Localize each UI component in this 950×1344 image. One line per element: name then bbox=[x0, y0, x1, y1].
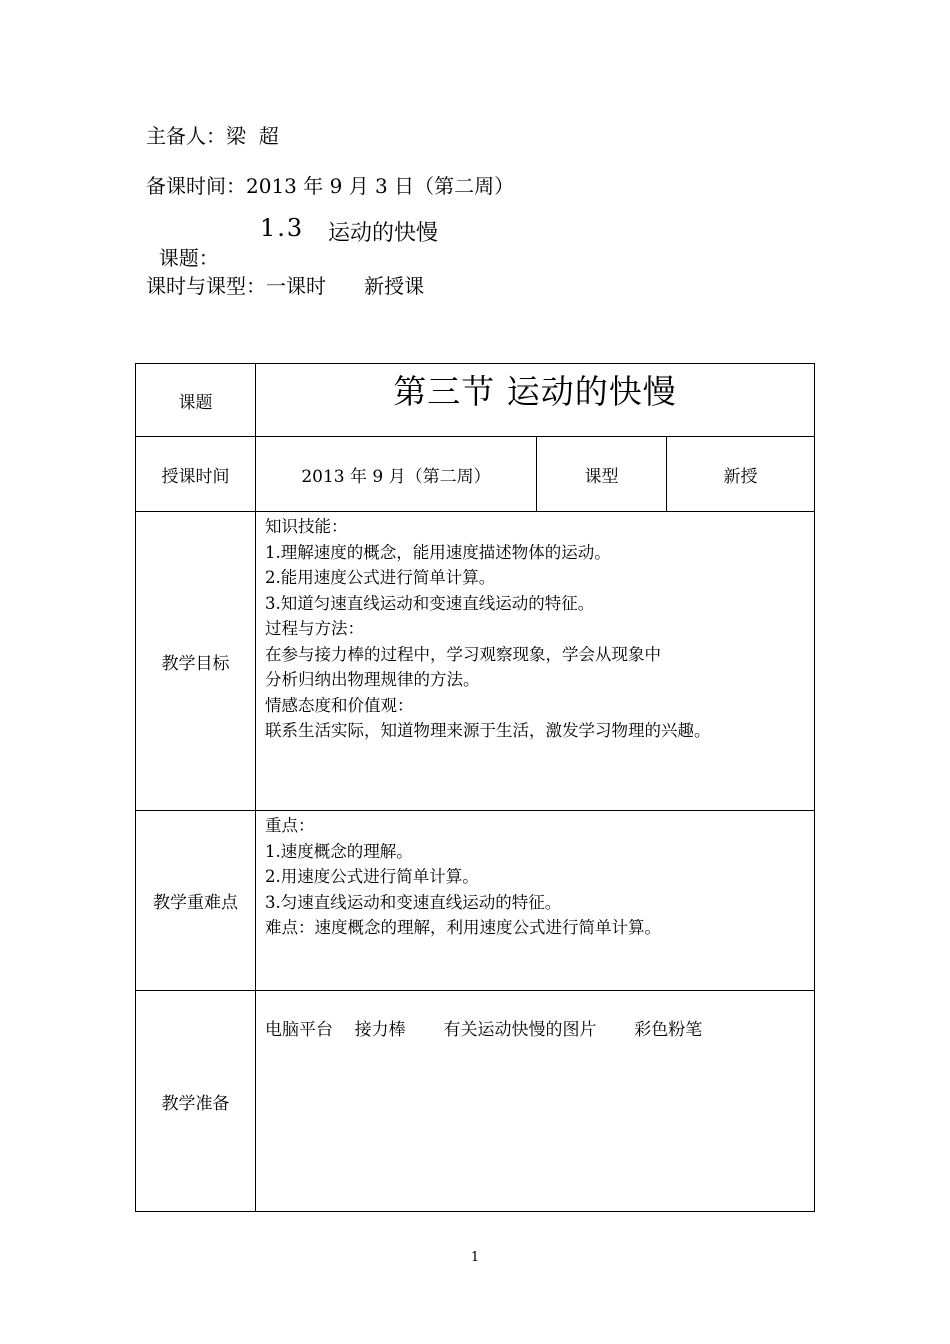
key-points-text bbox=[265, 813, 661, 941]
goals-line: 2.能用速度公式进行简单计算。 bbox=[265, 568, 496, 587]
goals-line: 分析归纳出物理规律的方法。 bbox=[265, 670, 480, 689]
goals-line: 情感态度和价值观： bbox=[265, 695, 414, 715]
goals-line: 联系生活实际，知道物理来源于生活，激发学习物理的兴趣。 bbox=[265, 721, 711, 740]
goals-line: 1.理解速度的概念，能用速度描述物体的运动。 bbox=[265, 542, 611, 562]
key-points-line: 难点：速度概念的理解，利用速度公式进行简单计算。 bbox=[265, 918, 661, 937]
preparation-value-cell bbox=[256, 991, 814, 1211]
preparation-text: 电脑平台 接力棒 有关运动快慢的图片 彩色粉笔 bbox=[265, 1020, 703, 1040]
goals-value-cell bbox=[256, 512, 814, 810]
topic-number: 1.3 bbox=[260, 214, 305, 242]
goals-line: 知识技能： bbox=[265, 517, 348, 536]
table-row-goals bbox=[136, 512, 814, 811]
time-value-cell: 2013 年 9 月（第二周） bbox=[256, 437, 537, 511]
goals-line: 在参与接力棒的过程中，学习观察现象，学会从现象中 bbox=[265, 644, 661, 664]
type-label-cell: 课型 bbox=[537, 437, 667, 511]
key-points-value-cell bbox=[256, 811, 814, 990]
table-row-key-points bbox=[136, 811, 814, 991]
table-row-title bbox=[136, 364, 814, 437]
key-points-label-cell: 教学重难点 bbox=[136, 811, 256, 990]
lesson-plan-table bbox=[135, 363, 815, 1212]
prep-date-line: 备课时间：2013 年 9 月 3 日（第二周） bbox=[146, 174, 515, 198]
topic-label: 课题： bbox=[158, 246, 219, 270]
author-line: 主备人：梁 超 bbox=[146, 124, 279, 148]
period-type-line: 课时与课型：一课时 新授课 bbox=[146, 274, 425, 298]
page-number: 1 bbox=[470, 1250, 480, 1265]
goals-line: 过程与方法： bbox=[265, 619, 364, 638]
key-points-line: 1.速度概念的理解。 bbox=[265, 841, 413, 861]
topic-title: 运动的快慢 bbox=[328, 221, 439, 246]
title-label-cell: 课题 bbox=[136, 364, 256, 436]
goals-line: 3.知道匀速直线运动和变速直线运动的特征。 bbox=[265, 593, 595, 613]
time-label-cell: 授课时间 bbox=[136, 437, 256, 511]
table-row-preparation bbox=[136, 991, 814, 1211]
title-value-cell bbox=[256, 364, 814, 436]
goals-text bbox=[265, 514, 711, 744]
lesson-title: 第三节 运动的快慢 bbox=[393, 372, 677, 411]
table-row-time bbox=[136, 437, 814, 512]
preparation-label-cell: 教学准备 bbox=[136, 991, 256, 1211]
key-points-line: 重点： bbox=[265, 816, 315, 835]
goals-label-cell: 教学目标 bbox=[136, 512, 256, 810]
key-points-line: 2.用速度公式进行简单计算。 bbox=[265, 867, 479, 886]
type-value-cell: 新授 bbox=[723, 466, 758, 487]
key-points-line: 3.匀速直线运动和变速直线运动的特征。 bbox=[265, 892, 562, 912]
